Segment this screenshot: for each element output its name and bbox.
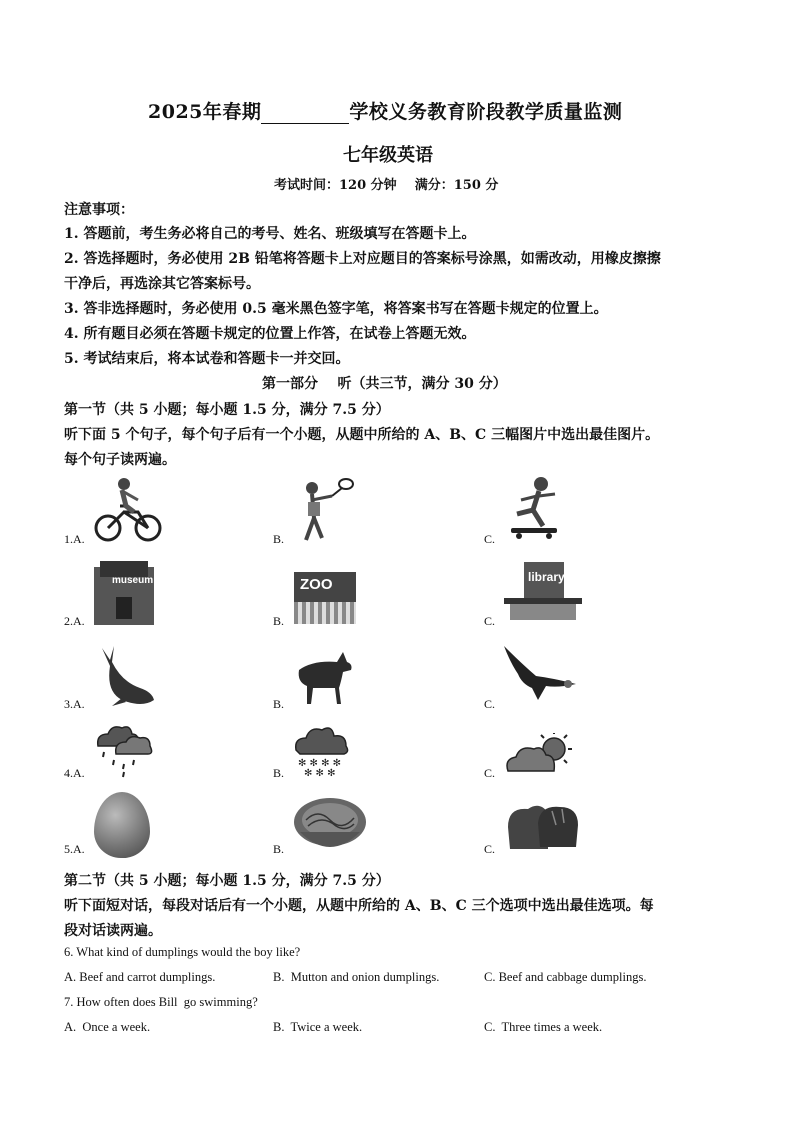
question-text: 6. What kind of dumplings would the boy like? (64, 945, 301, 959)
option-label: 5.A. (64, 842, 85, 856)
option-b: B. Twice a week. (273, 1020, 363, 1034)
note-item: 干净后，再选涂其它答案标号。 (64, 276, 260, 292)
option-label: 1.A. (64, 532, 85, 546)
museum-sign: museum (112, 575, 154, 586)
part1-heading: 第一部分 听（共三节，满分 30 分） (262, 376, 507, 392)
section1-instruction: 听下面 5 个句子，每个句子后有一个小题，从题中所给的 A、B、C 三幅图片中选出最佳图片。 (64, 427, 660, 443)
section2-instruction: 段对话读两遍。 (64, 923, 162, 939)
option-a: A. Once a week. (64, 1020, 151, 1034)
zoo-building-icon (294, 572, 356, 624)
note-item: 2. 答选择题时，务必使用 2B 铅笔将答题卡上对应题目的答案标号涂黑，如需改动，用橡皮擦擦 (64, 251, 661, 267)
note-item: 5. 考试结束后，将本试卷和答题卡一并交回。 (64, 351, 350, 367)
noodles-bowl-icon (292, 792, 368, 858)
section2-heading: 第二节（共 5 小题；每小题 1.5 分，满分 7.5 分） (64, 873, 390, 889)
title-rest: 学校义务教育阶段教学质量监测 (349, 101, 623, 123)
option-label: C. (484, 697, 496, 711)
option-label: C. (484, 842, 496, 856)
girl-cycling-icon (94, 476, 162, 542)
question-text: 7. How often does Bill go swimming? (64, 995, 258, 1009)
zoo-sign: ZOO (300, 576, 333, 593)
notes-heading: 注意事项： (64, 202, 134, 218)
bread-icon (504, 797, 582, 855)
svg-text:✻ ✻ ✻: ✻ ✻ ✻ (304, 768, 336, 778)
library-building-icon (504, 562, 582, 620)
section1-instruction: 每个句子读两遍。 (64, 452, 176, 468)
exam-info: 考试时间：120 分钟 满分：150 分 (274, 178, 499, 193)
eagle-icon (502, 644, 578, 704)
school-name-blank (261, 105, 349, 124)
option-a: A. Beef and carrot dumplings. (64, 970, 216, 984)
option-label: 4.A. (64, 766, 85, 780)
option-label: B. (273, 766, 285, 780)
option-c: C. Three times a week. (484, 1020, 603, 1034)
whale-icon (92, 642, 158, 708)
svg-text:✻ ✻ ✻ ✻: ✻ ✻ ✻ ✻ (298, 758, 342, 769)
girl-skateboarding-icon (503, 474, 567, 542)
note-item: 1. 答题前，考生务必将自己的考号、姓名、班级填写在答题卡上。 (64, 226, 476, 242)
cloudy-sun-icon (504, 733, 574, 775)
girl-badminton-icon (292, 478, 356, 544)
wolf-icon (293, 642, 355, 708)
exam-title (148, 97, 622, 124)
option-label: C. (484, 614, 496, 628)
note-item: 3. 答非选择题时，务必使用 0.5 毫米黑色签字笔，将答案书写在答题卡规定的位置上。 (64, 301, 608, 317)
exam-subtitle: 七年级英语 (343, 145, 433, 166)
option-label: B. (273, 697, 285, 711)
option-label: 3.A. (64, 697, 85, 711)
option-c: C. Beef and cabbage dumplings. (484, 970, 647, 984)
library-sign: library (528, 570, 565, 584)
option-label: B. (273, 842, 285, 856)
rainy-cloud-icon (94, 720, 154, 778)
option-label: B. (273, 532, 285, 546)
snowy-cloud-icon (292, 720, 352, 778)
section2-instruction: 听下面短对话，每段对话后有一个小题，从题中所给的 A、B、C 三个选项中选出最佳选项。每 (64, 898, 654, 914)
option-b: B. Mutton and onion dumplings. (273, 970, 440, 984)
option-label: C. (484, 766, 496, 780)
option-label: C. (484, 532, 496, 546)
section1-heading: 第一节（共 5 小题；每小题 1.5 分，满分 7.5 分） (64, 402, 390, 418)
title-year-term: 2025年春期 (148, 101, 262, 123)
note-item: 4. 所有题目必须在答题卡规定的位置上作答，在试卷上答题无效。 (64, 326, 476, 342)
option-label: 2.A. (64, 614, 85, 628)
option-label: B. (273, 614, 285, 628)
egg-icon (94, 792, 150, 858)
museum-building-icon (94, 561, 154, 625)
